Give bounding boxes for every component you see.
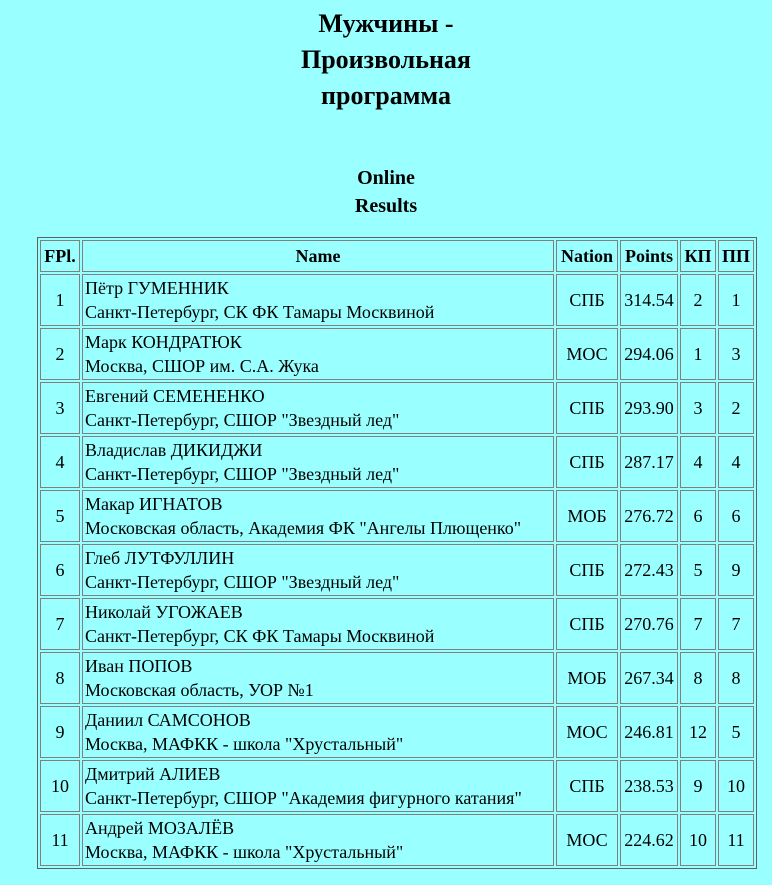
skater-name: Иван ПОПОВ: [85, 656, 193, 676]
results-table: [37, 237, 757, 869]
cell-fpl: 2: [40, 328, 80, 380]
cell-name: [82, 760, 554, 812]
cell-fpl: 11: [40, 814, 80, 866]
cell-points: 293.90: [620, 382, 678, 434]
cell-points: 238.53: [620, 760, 678, 812]
table-row: [40, 544, 754, 596]
skater-name: Евгений СЕМЕНЕНКО: [85, 386, 265, 406]
cell-name: [82, 382, 554, 434]
table-body: [40, 274, 754, 866]
cell-pp: 7: [718, 598, 754, 650]
skater-name: Владислав ДИКИДЖИ: [85, 440, 263, 460]
cell-fpl: 6: [40, 544, 80, 596]
cell-points: 314.54: [620, 274, 678, 326]
skater-name: Николай УГОЖАЕВ: [85, 602, 243, 622]
cell-nation: СПБ: [556, 382, 618, 434]
table-row: [40, 760, 754, 812]
cell-name: [82, 598, 554, 650]
table-row: [40, 436, 754, 488]
cell-name: [82, 706, 554, 758]
cell-kp: 8: [680, 652, 716, 704]
cell-pp: 4: [718, 436, 754, 488]
cell-name: [82, 544, 554, 596]
cell-pp: 2: [718, 382, 754, 434]
skater-club: Санкт-Петербург, СШОР "Академия фигурного катания": [85, 788, 522, 808]
cell-kp: 5: [680, 544, 716, 596]
cell-name: [82, 814, 554, 866]
cell-pp: 1: [718, 274, 754, 326]
cell-points: 246.81: [620, 706, 678, 758]
page-title-line: программа: [321, 81, 451, 110]
cell-points: 270.76: [620, 598, 678, 650]
skater-club: Санкт-Петербург, СК ФК Тамары Москвиной: [85, 626, 435, 646]
cell-fpl: 8: [40, 652, 80, 704]
cell-kp: 9: [680, 760, 716, 812]
page-title-line: Мужчины -: [318, 9, 454, 38]
cell-points: 287.17: [620, 436, 678, 488]
cell-points: 294.06: [620, 328, 678, 380]
cell-fpl: 9: [40, 706, 80, 758]
page-subtitle-line: Results: [354, 195, 418, 217]
page-subtitle: [0, 164, 772, 220]
cell-pp: 9: [718, 544, 754, 596]
cell-fpl: 10: [40, 760, 80, 812]
cell-nation: МОБ: [556, 652, 618, 704]
skater-name: Макар ИГНАТОВ: [85, 494, 223, 514]
cell-pp: 11: [718, 814, 754, 866]
cell-kp: 1: [680, 328, 716, 380]
cell-points: 224.62: [620, 814, 678, 866]
cell-name: [82, 274, 554, 326]
column-header-points: Points: [620, 240, 678, 272]
column-header-fpl: FPl.: [40, 240, 80, 272]
cell-nation: МОС: [556, 706, 618, 758]
table-row: [40, 490, 754, 542]
skater-club: Москва, МАФКК - школа "Хрустальный": [85, 842, 404, 862]
cell-fpl: 3: [40, 382, 80, 434]
cell-nation: СПБ: [556, 436, 618, 488]
cell-name: [82, 436, 554, 488]
skater-name: Марк КОНДРАТЮК: [85, 332, 242, 352]
table-row: [40, 706, 754, 758]
cell-fpl: 7: [40, 598, 80, 650]
cell-kp: 3: [680, 382, 716, 434]
cell-nation: МОС: [556, 328, 618, 380]
cell-pp: 10: [718, 760, 754, 812]
page-subtitle-line: Online: [357, 167, 415, 189]
skater-name: Пётр ГУМЕННИК: [85, 278, 229, 298]
cell-nation: СПБ: [556, 760, 618, 812]
cell-nation: МОБ: [556, 490, 618, 542]
skater-club: Московская область, Академия ФК "Ангелы Плющенко": [85, 518, 522, 538]
skater-club: Московская область, УОР №1: [85, 680, 314, 700]
cell-points: 276.72: [620, 490, 678, 542]
skater-club: Санкт-Петербург, СШОР "Звездный лед": [85, 464, 400, 484]
cell-kp: 2: [680, 274, 716, 326]
cell-pp: 3: [718, 328, 754, 380]
skater-club: Москва, МАФКК - школа "Хрустальный": [85, 734, 404, 754]
cell-pp: 8: [718, 652, 754, 704]
skater-club: Санкт-Петербург, СШОР "Звездный лед": [85, 410, 400, 430]
cell-name: [82, 652, 554, 704]
cell-pp: 5: [718, 706, 754, 758]
table-row: [40, 382, 754, 434]
cell-nation: СПБ: [556, 544, 618, 596]
cell-kp: 6: [680, 490, 716, 542]
skater-name: Даниил САМСОНОВ: [85, 710, 251, 730]
table-row: [40, 652, 754, 704]
cell-nation: СПБ: [556, 274, 618, 326]
cell-kp: 4: [680, 436, 716, 488]
table-row: [40, 274, 754, 326]
cell-pp: 6: [718, 490, 754, 542]
skater-name: Глеб ЛУТФУЛЛИН: [85, 548, 235, 568]
cell-kp: 12: [680, 706, 716, 758]
skater-name: Андрей МОЗАЛЁВ: [85, 818, 235, 838]
cell-kp: 10: [680, 814, 716, 866]
cell-name: [82, 490, 554, 542]
skater-name: Дмитрий АЛИЕВ: [85, 764, 221, 784]
table-row: [40, 598, 754, 650]
skater-club: Санкт-Петербург, СК ФК Тамары Москвиной: [85, 302, 435, 322]
cell-kp: 7: [680, 598, 716, 650]
column-header-pp: ПП: [718, 240, 754, 272]
cell-nation: МОС: [556, 814, 618, 866]
cell-fpl: 4: [40, 436, 80, 488]
cell-points: 272.43: [620, 544, 678, 596]
cell-fpl: 1: [40, 274, 80, 326]
table-header-row: [40, 240, 754, 272]
skater-club: Санкт-Петербург, СШОР "Звездный лед": [85, 572, 400, 592]
table-row: [40, 814, 754, 866]
skater-club: Москва, СШОР им. С.А. Жука: [85, 356, 319, 376]
column-header-nation: Nation: [556, 240, 618, 272]
table-row: [40, 328, 754, 380]
page-title-line: Произвольная: [300, 45, 471, 74]
page-title: [0, 0, 772, 114]
cell-fpl: 5: [40, 490, 80, 542]
column-header-name: Name: [82, 240, 554, 272]
cell-name: [82, 328, 554, 380]
cell-nation: СПБ: [556, 598, 618, 650]
cell-points: 267.34: [620, 652, 678, 704]
column-header-kp: КП: [680, 240, 716, 272]
